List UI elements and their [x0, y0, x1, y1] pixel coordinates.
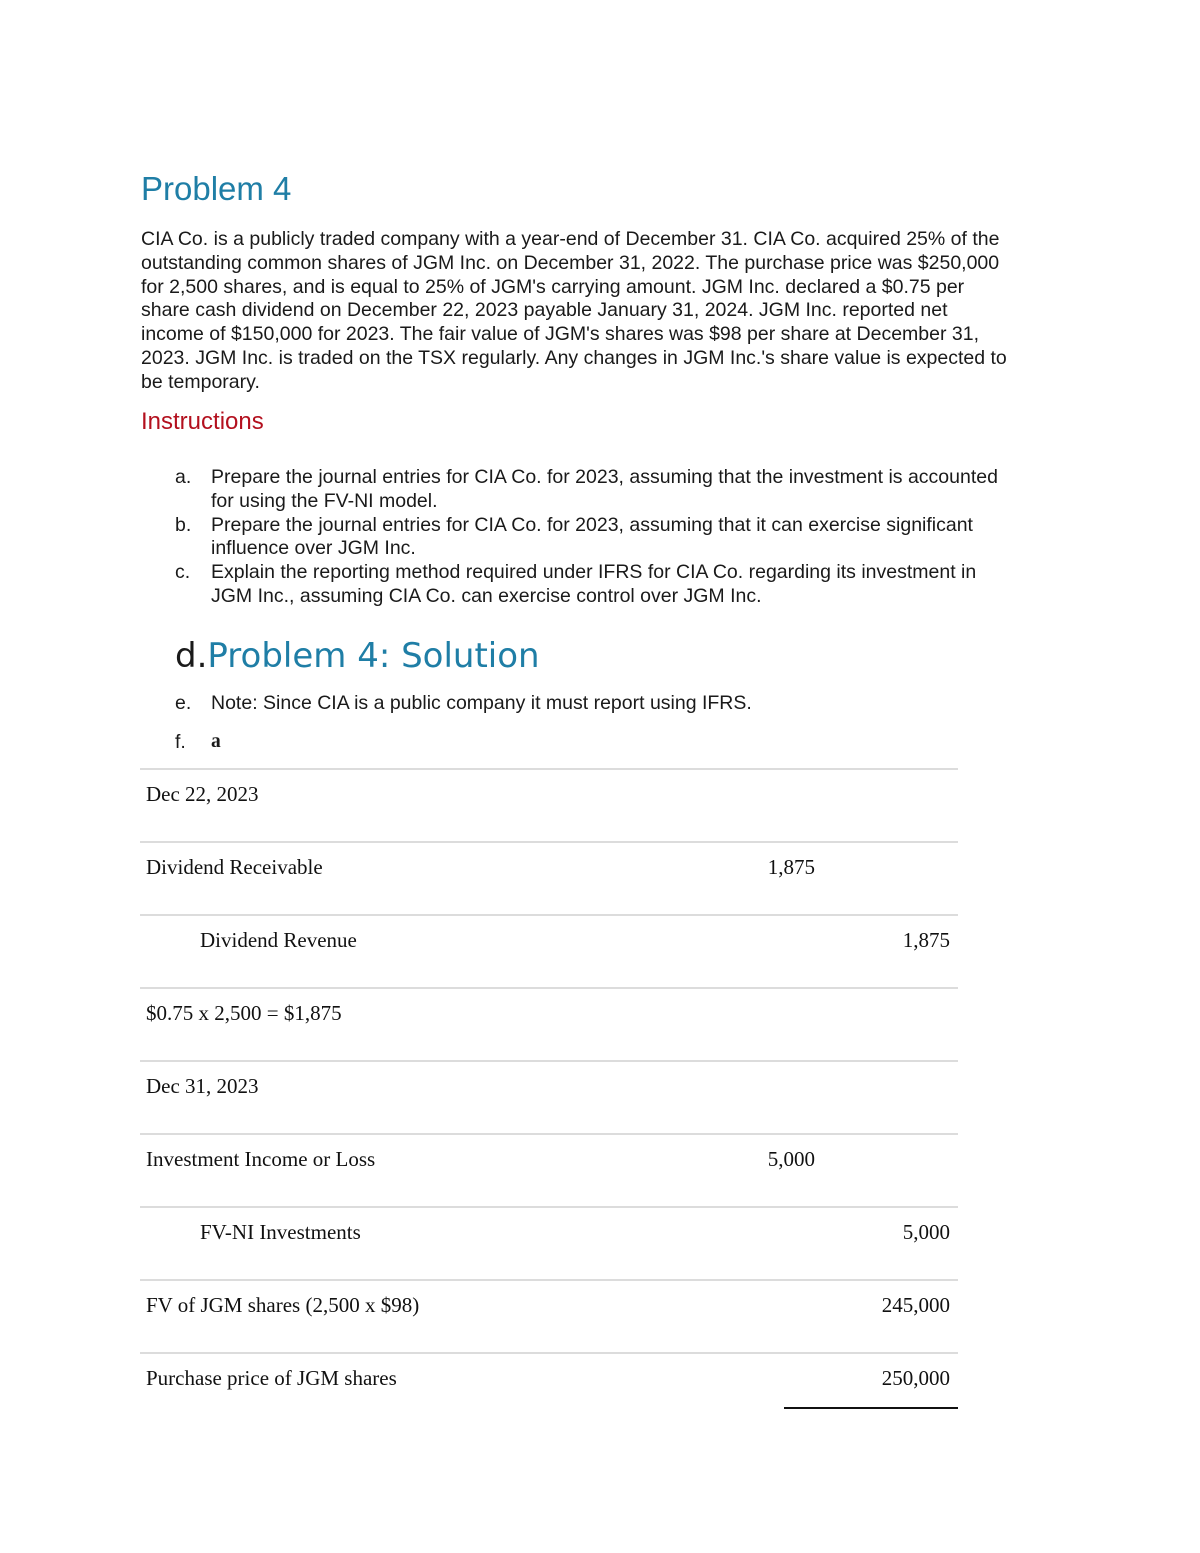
- entry-label: Investment Income or Loss: [146, 1147, 376, 1171]
- entry-label: FV-NI Investments: [200, 1220, 361, 1244]
- entry-label: Purchase price of JGM shares: [146, 1366, 397, 1390]
- entry-credit: 5,000: [902, 1220, 950, 1244]
- intro-line: CIA Co. is a publicly traded company with a year-end of December 31. CIA Co. acquired 25% of the: [141, 228, 1000, 250]
- instructions-heading: Instructions: [141, 408, 264, 435]
- table-row: [140, 1206, 958, 1279]
- problem-intro: [141, 228, 1071, 395]
- table-row: [140, 987, 958, 1060]
- instructions-list: [141, 466, 1061, 609]
- table-row: [140, 1060, 958, 1133]
- entry-label: Dividend Receivable: [146, 855, 323, 879]
- list-item: [141, 514, 1061, 562]
- entry-label: $0.75 x 2,500 = $1,875: [146, 1001, 342, 1025]
- entry-debit: 5,000: [767, 1147, 815, 1171]
- part-label: a: [211, 731, 221, 752]
- intro-line: be temporary.: [141, 370, 260, 393]
- entry-label: Dividend Revenue: [200, 928, 357, 952]
- entry-credit: 250,000: [881, 1366, 950, 1390]
- table-row: [140, 841, 958, 914]
- list-marker: b.: [175, 513, 192, 536]
- entry-label: Dec 22, 2023: [146, 782, 259, 806]
- intro-line: income of $150,000 for 2023. The fair value of JGM's shares was $98 per share at December 31,: [141, 323, 979, 346]
- table-row: [140, 768, 958, 841]
- solution-marker: d.: [175, 636, 208, 676]
- table-row: [140, 1352, 958, 1425]
- list-item-line: for using the FV-NI model.: [211, 489, 438, 512]
- intro-line: 2023. JGM Inc. is traded on the TSX regularly. Any changes in JGM Inc.'s share value is expected to: [141, 346, 1007, 369]
- part-marker: f.: [175, 731, 186, 753]
- list-marker: a.: [175, 466, 192, 488]
- total-underline: [784, 1407, 958, 1409]
- list-item: [141, 561, 1061, 609]
- list-item-line: JGM Inc., assuming CIA Co. can exercise control over JGM Inc.: [211, 584, 762, 607]
- entry-credit: 1,875: [902, 928, 950, 952]
- list-item-line: Prepare the journal entries for CIA Co. for 2023, assuming that the investment is accounted: [211, 466, 998, 488]
- entry-label: FV of JGM shares (2,500 x $98): [146, 1293, 420, 1317]
- list-marker: c.: [175, 561, 191, 584]
- table-row: [140, 1279, 958, 1352]
- list-item: [141, 466, 1061, 514]
- entry-credit: 245,000: [881, 1293, 950, 1317]
- entry-label: Dec 31, 2023: [146, 1074, 259, 1098]
- intro-line: outstanding common shares of JGM Inc. on December 31, 2022. The purchase price was $250,000: [141, 251, 1000, 274]
- solution-note: [175, 692, 752, 715]
- intro-line: share cash dividend on December 22, 2023 payable January 31, 2024. JGM Inc. reported net: [141, 299, 948, 322]
- table-row: [140, 1133, 958, 1206]
- solution-heading: [175, 636, 540, 676]
- solution-part: [175, 731, 221, 754]
- note-marker: e.: [175, 692, 192, 714]
- intro-line: for 2,500 shares, and is equal to 25% of JGM's carrying amount. JGM Inc. declared a $0.75 per: [141, 275, 965, 298]
- problem-title: Problem 4: [141, 170, 292, 207]
- list-item-line: Prepare the journal entries for CIA Co. for 2023, assuming that it can exercise significant: [211, 513, 973, 536]
- entry-debit: 1,875: [767, 855, 815, 879]
- journal-table: [140, 768, 958, 1425]
- table-row: [140, 914, 958, 987]
- note-text: Note: Since CIA is a public company it must report using IFRS.: [211, 692, 752, 714]
- list-item-line: Explain the reporting method required under IFRS for CIA Co. regarding its investment in: [211, 561, 977, 584]
- solution-title: Problem 4: Solution: [207, 636, 540, 676]
- list-item-line: influence over JGM Inc.: [211, 537, 416, 560]
